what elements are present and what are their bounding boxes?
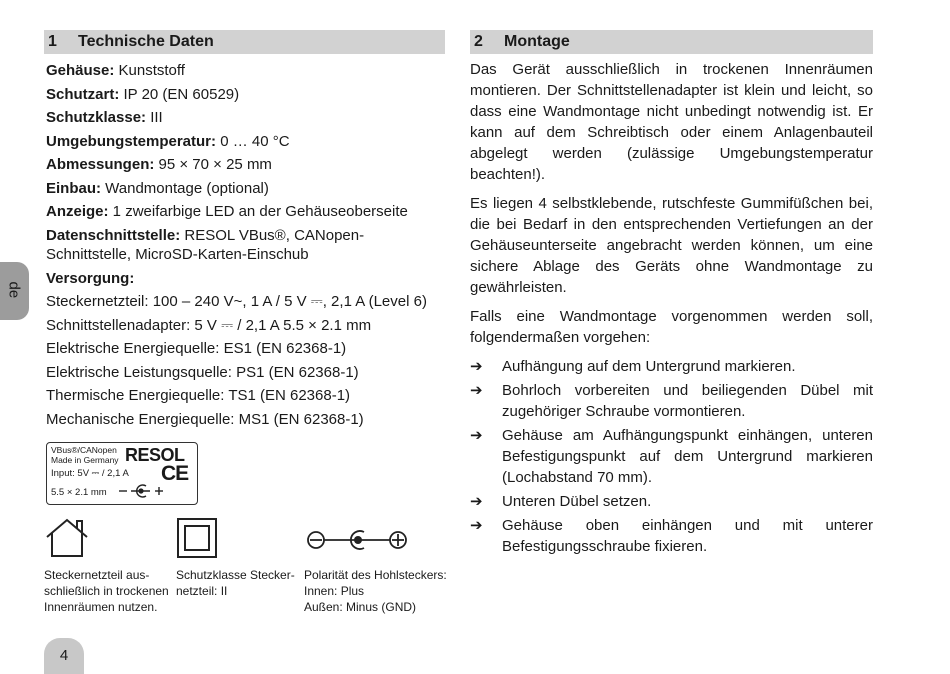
label-origin: Made in Germany [51, 454, 119, 465]
spec-mounting: Einbau: Wandmontage (optional) [46, 179, 269, 197]
paragraph: Es liegen 4 selbstklebende, rutschfeste Gummifüßchen bei, die bei Bedarf in den entsprechenden Vertiefungen an der Gehäuseunterseite angebracht werden können, um eine sichere Ablage des Geräts ohne Wandmontage zu gewährleisten. [470, 195, 873, 296]
resol-logo: RESOL [125, 444, 185, 465]
supply-line: Steckernetzteil: 100 – 240 V~, 1 A / 5 V ⎓, 2,1 A (Level 6) [46, 293, 427, 310]
arrow-right-icon: ➔ [470, 427, 483, 444]
spec-supply-label: Versorgung: [46, 269, 135, 287]
label-plug-size: 5.5 × 2.1 mm [51, 486, 107, 498]
arrow-right-icon: ➔ [470, 517, 483, 534]
section-title: Montage [504, 33, 570, 50]
spec-protection: Schutzart: IP 20 (EN 60529) [46, 85, 240, 103]
spec-ambient-temperature: Umgebungstemperatur: 0 … 40 °C [46, 132, 290, 150]
caption-protection-class: Schutzklasse Stecker- netzteil: II [176, 567, 295, 598]
symbol-row [44, 517, 445, 617]
protection-class-ii-icon [176, 517, 218, 559]
supply-line: Schnittstellenadapter: 5 V ⎓ / 2,1 A 5.5 × 2.1 mm [46, 316, 372, 334]
list-item: ➔ Gehäuse am Aufhängungspunkt einhängen, unteren Befestigungspunkt auf dem Untergrund markieren (Lochabstand 70 mm). [470, 427, 873, 486]
mounting-section [470, 30, 873, 560]
language-tab [0, 262, 29, 320]
section-heading-technical-data [44, 30, 445, 54]
polarity-icon [306, 527, 410, 553]
spec-data-interface: Datenschnittstelle: RESOL VBus®, CANopen-Schnittstelle, MicroSD-Karten-Einschub [46, 226, 365, 263]
list-item: ➔ Unteren Dübel setzen. [470, 493, 652, 510]
device-type-label [46, 442, 198, 505]
paragraph: Das Gerät ausschließlich in trockenen Innenräumen montieren. Der Schnittstellenadapter ist klein und leicht, so dass eine Wandmontage nicht unbedingt notwendig ist. Er kann auf dem Schreibtisch oder einem Anlagenbauteil abgelegt werden (zulässige Umgebungstemperatur beachten!). [470, 61, 873, 183]
paragraph: Falls eine Wandmontage vorgenommen werden soll, folgendermaßen vorgehen: [470, 308, 873, 346]
language-tab-label: de [5, 281, 23, 299]
section-heading-mounting [470, 30, 873, 54]
label-input: Input: 5V ⎓ / 2,1 A [51, 467, 129, 479]
section-number: 2 [474, 33, 483, 50]
supply-line: Elektrische Energiequelle: ES1 (EN 62368-1) [46, 340, 347, 358]
list-item: ➔ Gehäuse oben einhängen und mit unterer Befestigungsschraube fixieren. [470, 517, 873, 555]
supply-line: Thermische Energiequelle: TS1 (EN 62368-1) [46, 387, 351, 405]
technical-data-section [44, 30, 445, 617]
caption-polarity: Polarität des Hohlsteckers: Innen: Plus Außen: Minus (GND) [304, 567, 447, 614]
arrow-right-icon: ➔ [470, 382, 483, 399]
ce-mark-icon: CE [161, 461, 189, 485]
page-number: 4 [44, 638, 84, 674]
section-title: Technische Daten [78, 33, 214, 50]
section-number: 1 [48, 33, 57, 50]
supply-line: Elektrische Leistungsquelle: PS1 (EN 62368-1) [46, 363, 359, 381]
caption-indoor: Steckernetzteil aus- schließlich in trockenen Innenräumen nutzen. [44, 567, 169, 614]
label-model: VBus®/CANopen [51, 444, 117, 455]
spec-housing: Gehäuse: Kunststoff [46, 62, 185, 79]
arrow-right-icon: ➔ [470, 493, 483, 510]
list-item: ➔ Bohrloch vorbereiten und beiliegenden Dübel mit zugehöriger Schraube vormontieren. [470, 382, 873, 420]
mounting-steps [470, 356, 873, 557]
supply-line: Mechanische Energiequelle: MS1 (EN 62368-1) [46, 410, 364, 428]
spec-dimensions: Abmessungen: 95 × 70 × 25 mm [46, 156, 272, 173]
spec-protection-class: Schutzklasse: III [46, 109, 163, 126]
arrow-right-icon: ➔ [470, 358, 483, 375]
list-item: ➔ Aufhängung auf dem Untergrund markieren. [470, 358, 796, 375]
indoor-house-icon [44, 517, 90, 559]
polarity-small-icon [117, 484, 167, 498]
spec-display: Anzeige: 1 zweifarbige LED an der Gehäuseoberseite [46, 203, 408, 220]
